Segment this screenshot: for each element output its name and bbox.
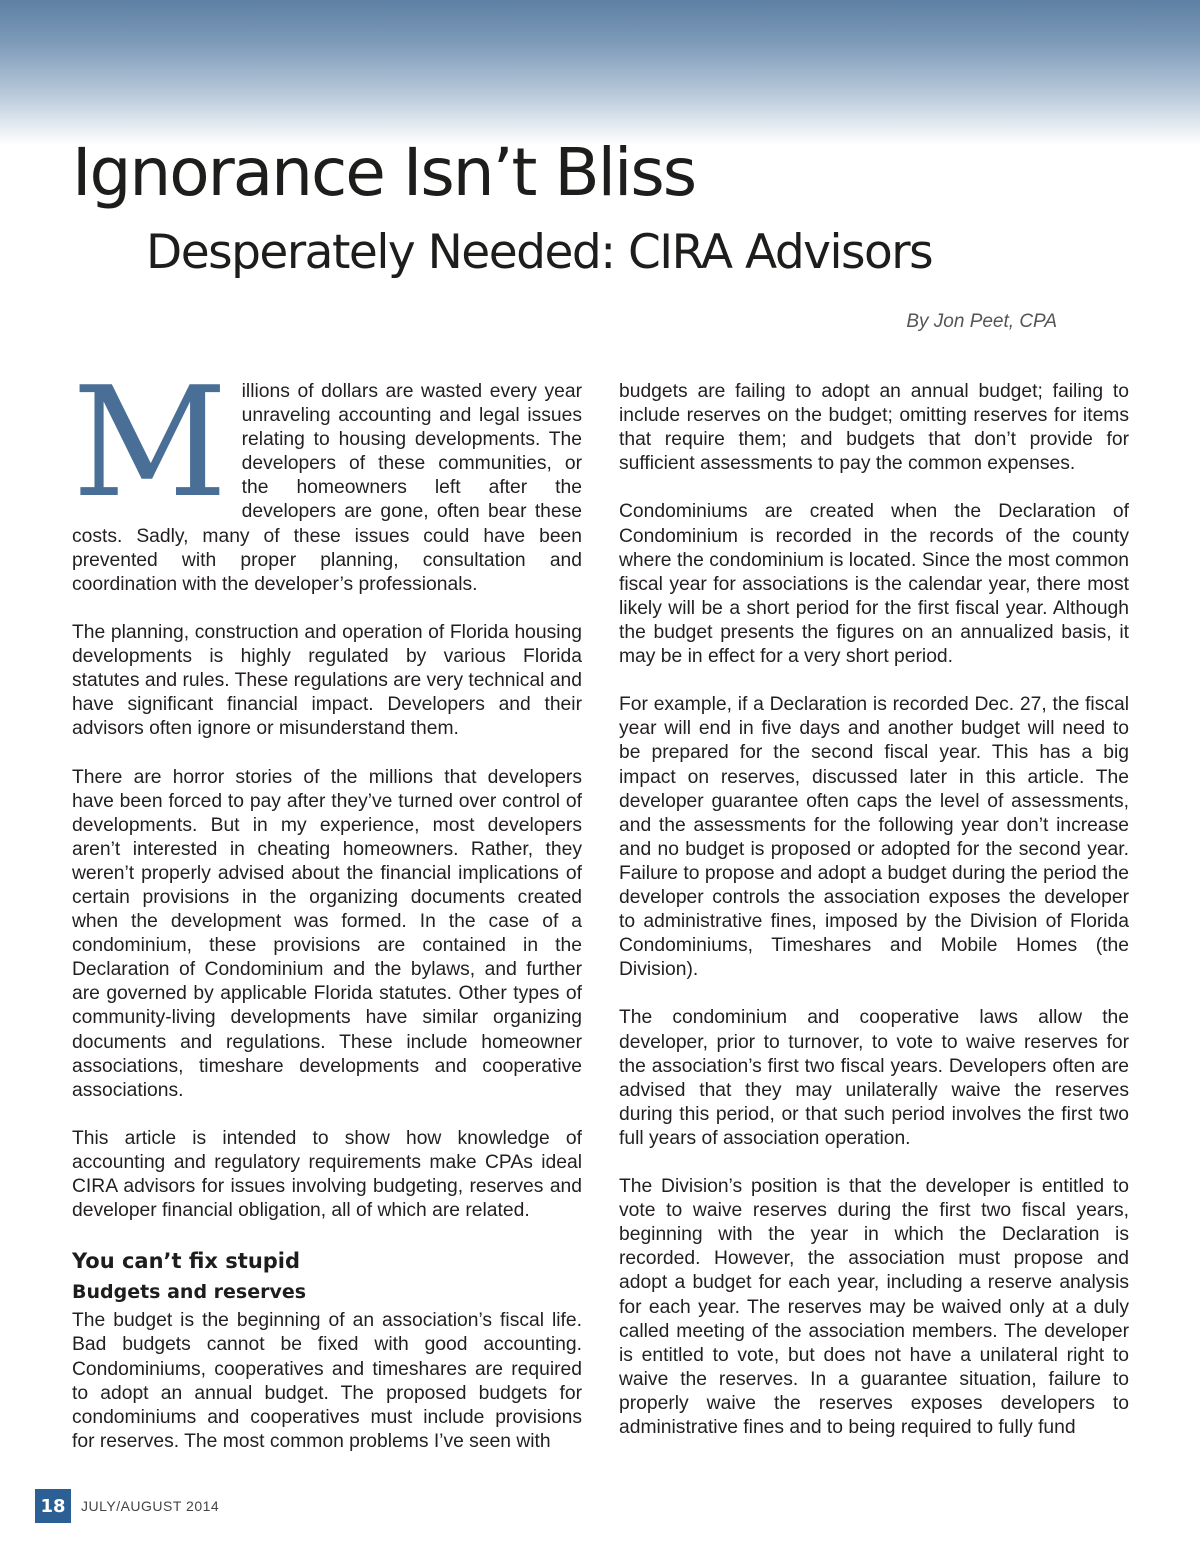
paragraph-9: The condominium and cooperative laws allow the developer, prior to turnover, to vote to waive reserves for the association’s first two fiscal years. Developers often are advised that they may unilaterally waive the reserves during this period, or that such period involves the first two full years of association operation. (619, 1007, 1129, 1149)
intro-paragraph (72, 380, 582, 597)
paragraph-8: For example, if a Declaration is recorded Dec. 27, the fiscal year will end in five days and another budget will need to be prepared for the second fiscal year. This has a big impact on reserves, discussed later in this article. The developer guarantee often caps the level of assessments, and the assessments for the following year don’t increase and no budget is proposed or adopted for the second year. Failure to propose and adopt a budget during the period the developer controls the association exposes the developer to administrative fines, imposed by the Division of Florida Condominiums, Timeshares and Mobile Homes (the Division). (619, 694, 1129, 981)
paragraph-5: The budget is the beginning of an association’s fiscal life. Bad budgets cannot be fixed with good accounting. Condominiums, cooperatives and timeshares are required to adopt an annual budget. The proposed budgets for condominiums and cooperatives must include provisions for reserves. The most common problems I’ve seen with (72, 1310, 582, 1452)
article-title: Ignorance Isn’t Bliss (72, 134, 696, 211)
issue-date: JULY/AUGUST 2014 (81, 1498, 220, 1514)
intro-text: illions of dollars are wasted every year unraveling accounting and legal issues relating to housing developments. The developers of these communities, or the homeowners left after the developers are gone, often bear these costs. Sadly, many of these issues could have been prevented with proper planning, consultation and coordination with the developer’s professionals. (72, 381, 582, 595)
section-heading: You can’t fix stupid (72, 1249, 301, 1274)
paragraph-6: budgets are failing to adopt an annual budget; failing to include reserves on the budget; omitting reserves for items that require them; and budgets that don’t provide for sufficient assessments to pay the common expenses. (619, 381, 1129, 475)
paragraph-7: Condominiums are created when the Declaration of Condominium is recorded in the records of the county where the condominium is located. Since the most common fiscal year for associations is the calendar year, there most likely will be a short period for the first fiscal year. Although the budget presents the figures on an annualized basis, it may be in effect for a very short period. (619, 501, 1129, 668)
page-number-badge: 18 (35, 1489, 71, 1523)
paragraph-3: There are horror stories of the millions that developers have been forced to pay after they’ve turned over control of developments. But in my experience, most developers aren’t interested in cheating homeowners. Rather, they weren’t properly advised about the financial implications of certain provisions in the organizing documents created when the development was formed. In the case of a condominium, these provisions are contained in the Declaration of Condominium and the bylaws, and further are governed by applicable Florida statutes. Other types of community-living developments have similar organizing documents and regulations. These include homeowner associations, timeshare developments and cooperative associations. (72, 766, 582, 1101)
drop-cap: M (72, 380, 228, 531)
page-footer (35, 1489, 219, 1523)
byline: By Jon Peet, CPA (906, 311, 1057, 332)
subsection-heading: Budgets and reserves (72, 1281, 307, 1304)
article-subtitle: Desperately Needed: CIRA Advisors (146, 225, 933, 280)
paragraph-2: The planning, construction and operation of Florida housing developments is highly regulated by various Florida statutes and rules. These regulations are very technical and have significant financial impact. Developers and their advisors often ignore or misunderstand them. (72, 621, 582, 740)
header-gradient-band (0, 0, 1200, 145)
column-left (72, 380, 582, 1470)
paragraph-4: This article is intended to show how knowledge of accounting and regulatory requirements make CPAs ideal CIRA advisors for issues involving budgeting, reserves and developer financial obligation, all of which are related. (72, 1127, 582, 1222)
column-right (619, 380, 1129, 1470)
paragraph-10: The Division’s position is that the developer is entitled to vote to waive reserves during the first two fiscal years, beginning with the year in which the Declaration is recorded. However, the association must propose and adopt a budget for each year, including a reserve analysis for each year. The reserves may be waived only at a duly called meeting of the association members. The developer is entitled to vote, but does not have a unilateral right to waive the reserves. In a guarantee situation, failure to properly waive the reserves exposes developers to administrative fines and to being required to fully fund (619, 1176, 1129, 1439)
